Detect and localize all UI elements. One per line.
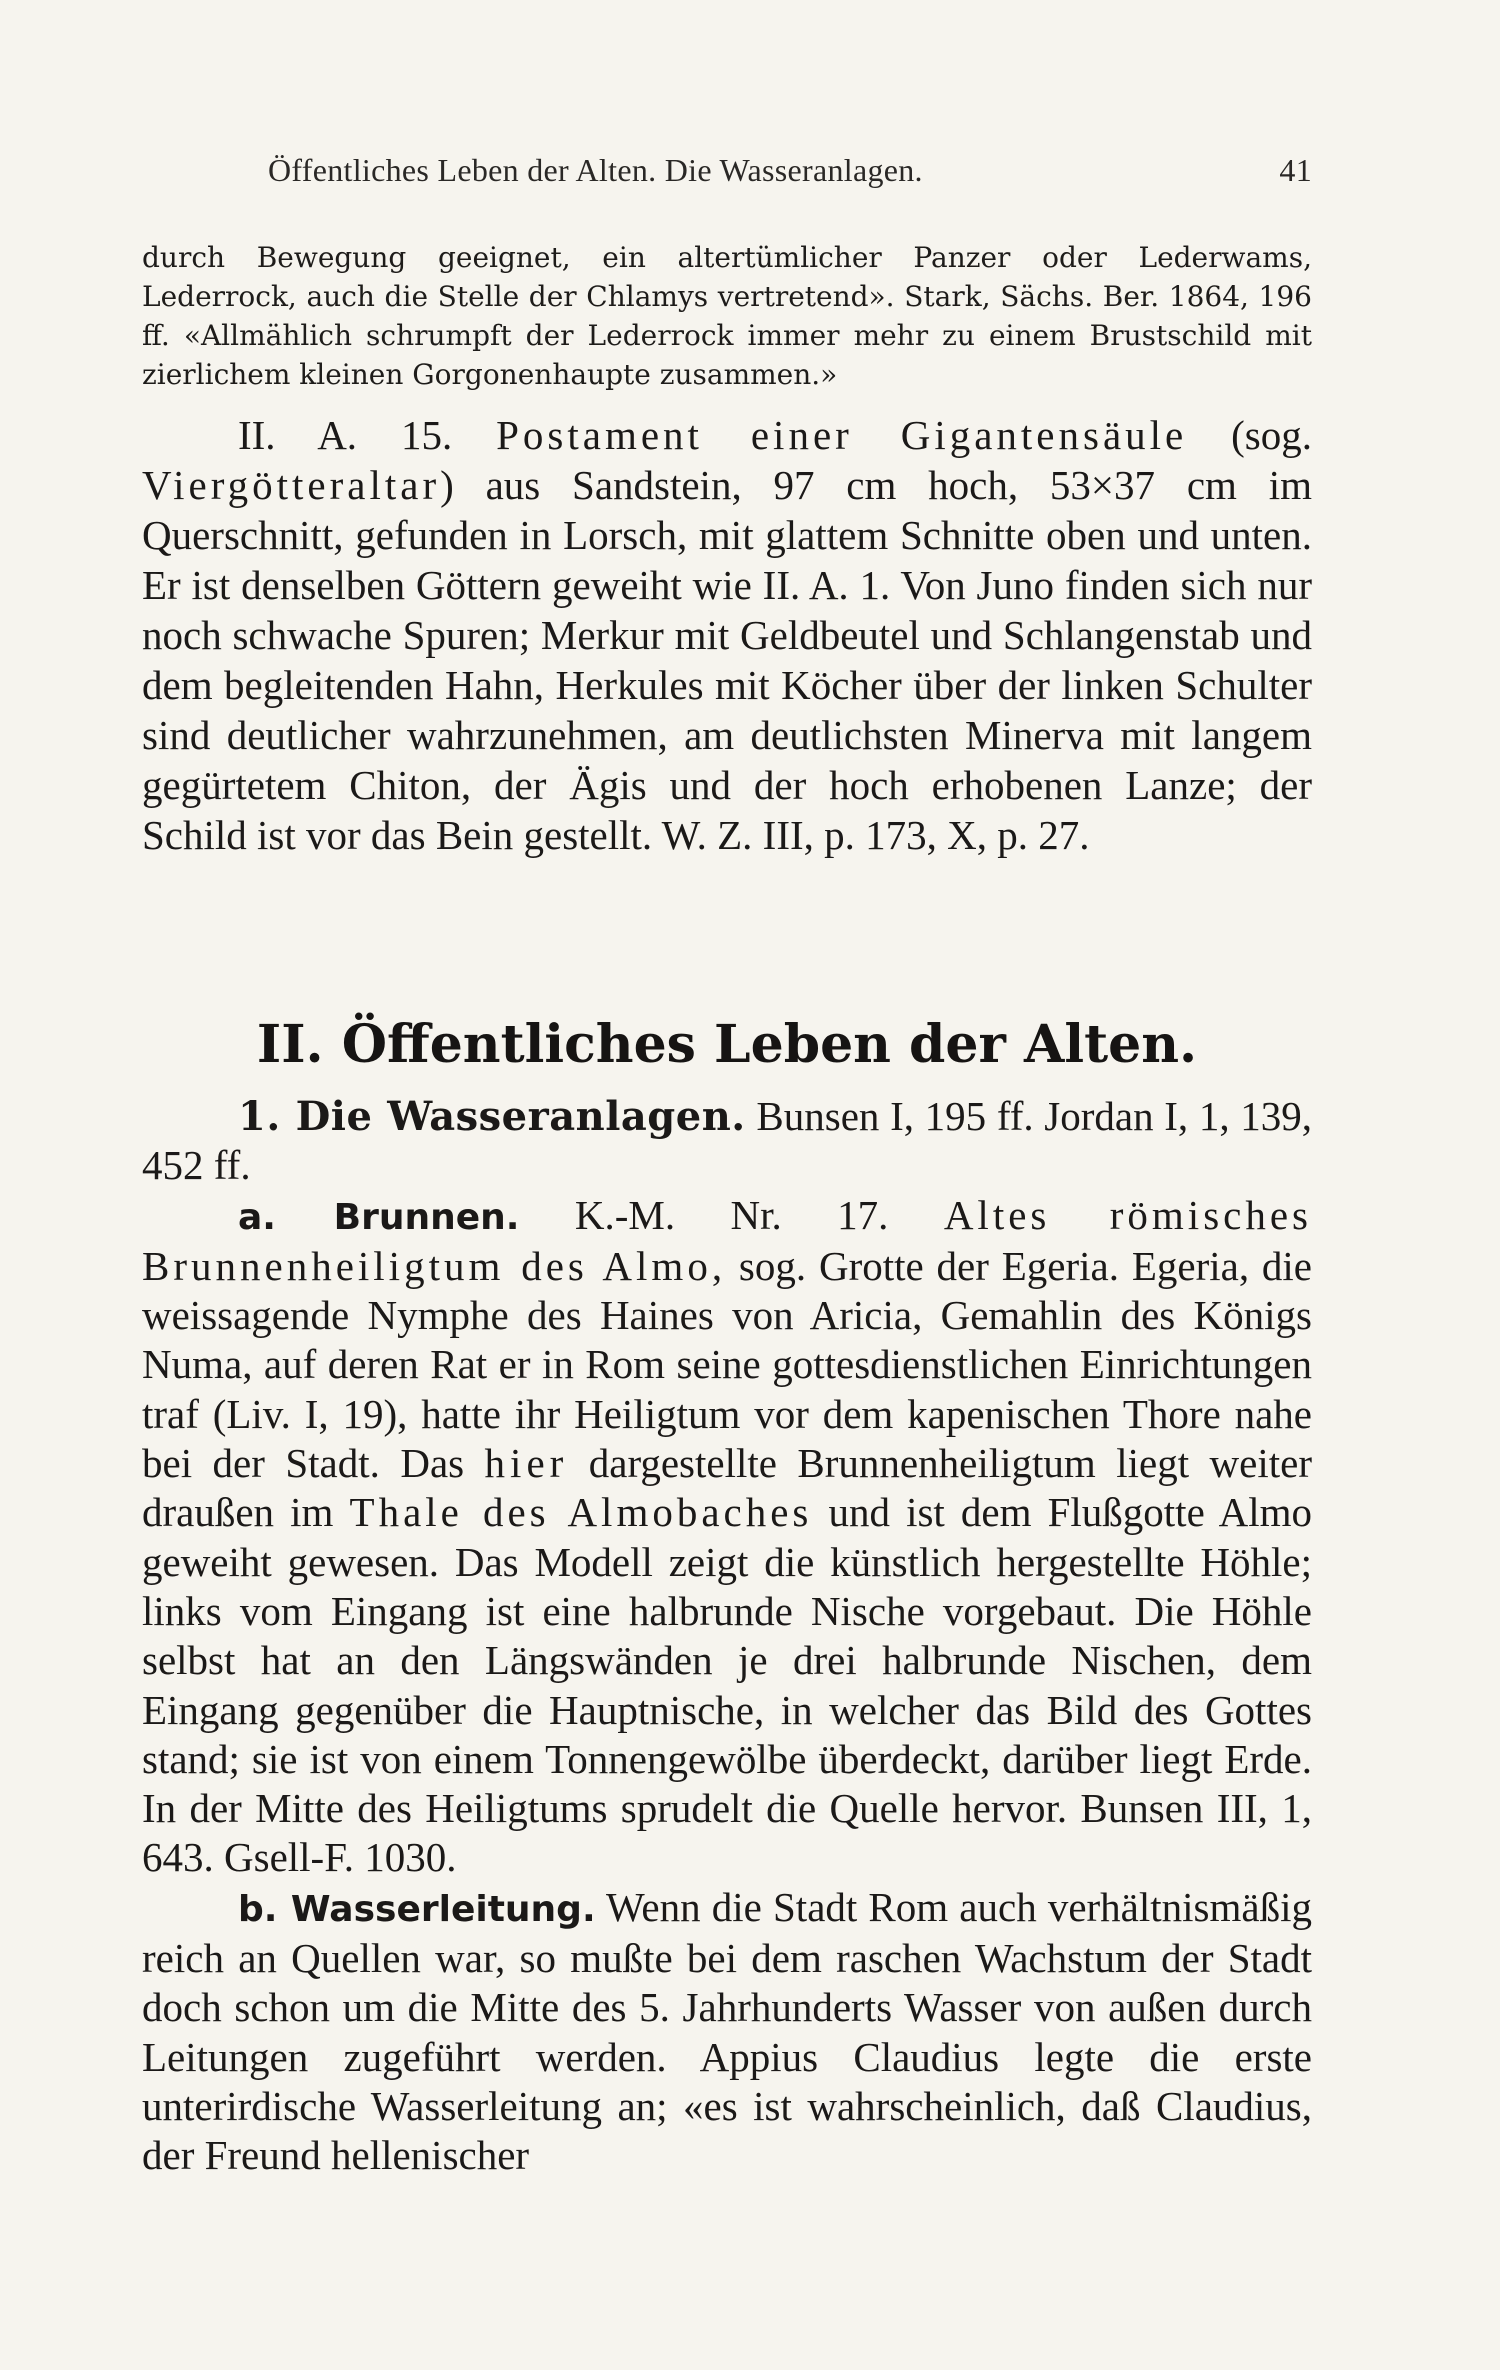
chapter-heading: II. Öffentliches Leben der Alten. <box>256 1014 1198 1075</box>
brunnen-hier: hier <box>484 1440 569 1487</box>
entry-title: Postament einer Gigantensäule <box>496 412 1188 458</box>
section-1-heading: 1. Die Wasseranlagen. <box>238 1093 746 1140</box>
entry-subtitle: Viergötteraltar <box>142 462 441 508</box>
brunnen-text-2: dargestellte Brunnenheiligtum liegt weiter draußen im <box>142 1440 1312 1536</box>
brunnen-text-3: und ist dem Flußgotte Almo geweiht gewesen. Das Modell zeigt die künstlich hergestellte Höhle; links vom Eingang ist eine halbrunde Nische vorgebaut. Die Höhle selbst hat an den Längswänden je drei halbrunde Nischen, dem Eingang gegenüber die Hauptnische, in welcher das Bild des Gottes stand; sie ist von einem Tonnengewölbe überdeckt, darüber liegt Erde. In der Mitte des Heiligtums sprudelt die Quelle hervor. Bunsen III, 1, 643. Gsell-F. 1030. <box>142 1489 1312 1881</box>
entry-text-1: (sog. <box>1187 412 1312 458</box>
wasserleitung-paragraph <box>142 1883 1312 2181</box>
entry-text-2: ) aus Sandstein, 97 cm hoch, 53×37 cm im Querschnitt, gefunden in Lorsch, mit glattem Schnitte oben und unten. Er ist denselben Göttern geweiht wie II. A. 1. Von Juno finden sich nur noch schwache Spuren; Merkur mit Geldbeutel und Schlangenstab und dem begleitenden Hahn, Herkules mit Köcher über der linken Schulter sind deutlicher wahrzunehmen, am deutlichsten Minerva mit langem gegürtetem Chiton, der Ägis und der hoch erhobenen Lanze; der Schild ist vor das Bein gestellt. W. Z. III, p. 173, X, p. 27. <box>142 462 1312 858</box>
entry-IIA15 <box>142 410 1312 860</box>
brunnen-paragraph <box>142 1191 1312 1883</box>
wasserleitung-text: Wenn die Stadt Rom auch verhältnismäßig reich an Quellen war, so mußte bei dem raschen Wachstum der Stadt doch schon um die Mitte des 5. Jahrhunderts Wasser von außen durch Leitungen zugeführt werden. Appius Claudius legte die erste unterirdische Wasserleitung an; «es ist wahrscheinlich, daß Claudius, der Freund hellenischer <box>142 1883 1312 2179</box>
section-wasseranlagen <box>142 1092 1312 2181</box>
brunnen-ref: K.-M. Nr. 17. <box>519 1191 944 1238</box>
wasserleitung-label: b. Wasserleitung. <box>238 1888 596 1930</box>
section-1-paragraph <box>142 1092 1312 1191</box>
footnote-text: durch Bewegung geeignet, ein altertümlicher Panzer oder Lederwams, Lederrock, auch die Stelle der Chlamys vertretend». Stark, Sächs. Ber. 1864, 196 ff. «Allmählich schrumpft der Lederrock immer mehr zu einem Brustschild mit zierlichem kleinen Gorgonenhaupte zusammen.» <box>142 241 1312 391</box>
brunnen-title: Altes römisches Brunnenheiligtum des Almo, <box>142 1191 1313 1289</box>
section-1-text: Bunsen I, 195 ff. Jordan I, 1, 139, 452 ff. <box>142 1093 1313 1189</box>
brunnen-label: a. Brunnen. <box>238 1196 520 1238</box>
footnote-continuation <box>142 238 1312 394</box>
brunnen-text-1: sog. Grotte der Egeria. Egeria, die weissagende Nymphe des Haines von Aricia, Gemahlin des Königs Numa, auf deren Rat er in Rom seine gottesdienstlichen Einrichtungen traf (Liv. I, 19), hatte ihr Heiligtum vor dem kapenischen Thore nahe bei der Stadt. Das <box>142 1242 1312 1487</box>
page-number: 41 <box>1279 152 1312 188</box>
entry-paragraph <box>142 410 1312 860</box>
running-title: Öffentliches Leben der Alten. Die Wasseranlagen. <box>268 152 923 188</box>
brunnen-thale: Thale des Almobaches <box>349 1489 813 1536</box>
entry-number: II. A. 15. <box>238 412 453 458</box>
